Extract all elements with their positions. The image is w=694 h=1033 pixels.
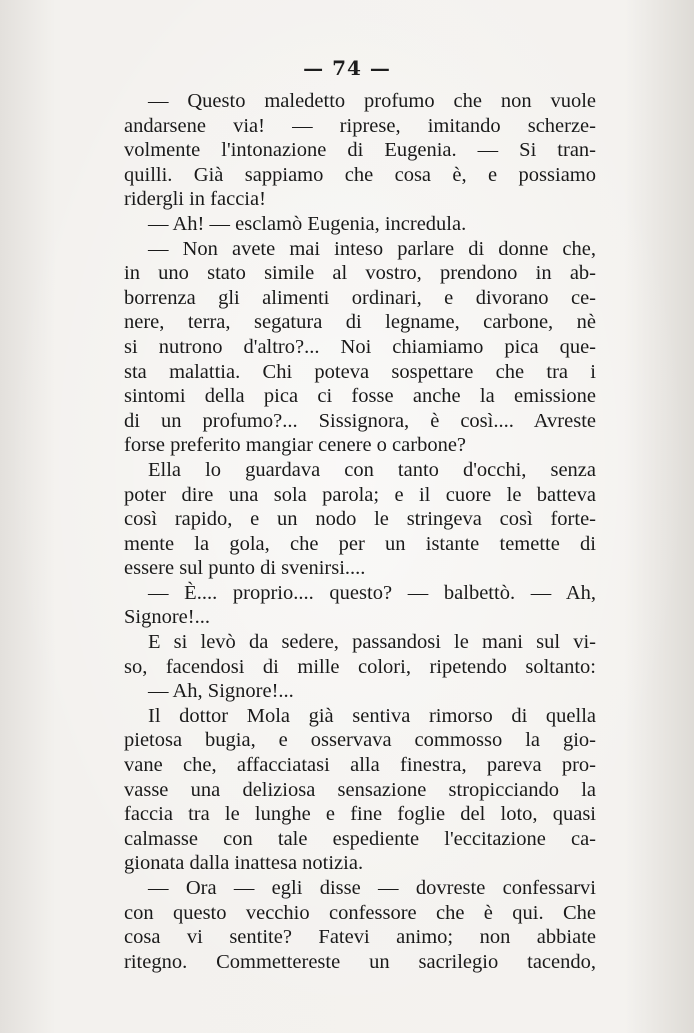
text-line: — Ora — egli disse — dovreste confessarvi [148, 877, 596, 899]
text-line: in uno stato simile al vostro, prendono in ab- [124, 262, 596, 285]
text-line: poter dire una sola parola; e il cuore le batteva [124, 483, 596, 506]
text-line: calmasse con tale espediente l'eccitazione ca- [124, 827, 596, 850]
text-line: ritegno. Commettereste un sacrilegio tacendo, [124, 950, 596, 973]
text-line: — È.... proprio.... questo? — balbettò. — Ah, [148, 581, 596, 604]
text-line: essere sul punto di svenirsi.... [124, 557, 366, 580]
text-line: volmente l'intonazione di Eugenia. — Si tran- [124, 139, 596, 162]
text-line: sintomi della pica ci fosse anche la emissione [124, 385, 596, 408]
text-line: E si levò da sedere, passandosi le mani sul vi- [148, 631, 596, 654]
text-line: — Ah, Signore!... [148, 680, 294, 703]
text-line: cosa vi sentite? Fatevi animo; non abbiate [124, 926, 596, 949]
text-line: di un profumo?... Sissignora, è così.... Avreste [124, 409, 596, 432]
text-line: forse preferito mangiar cenere o carbone? [124, 434, 467, 457]
text-line: borrenza gli alimenti ordinari, e divorano ce- [124, 286, 596, 309]
text-line: — Non avete mai inteso parlare di donne che, [148, 237, 596, 260]
text-line: vasse una deliziosa sensazione stropicciando la [124, 778, 596, 801]
body-text [124, 89, 596, 974]
text-line: pietosa bugia, e osservava commosso la gio- [124, 729, 596, 752]
text-line: così rapido, e un nodo le stringeva così forte- [124, 508, 596, 531]
text-line: — Questo maledetto profumo che non vuole [148, 90, 596, 112]
text-line: si nutrono d'altro?... Noi chiamiamo pica que- [124, 335, 596, 358]
text-line: sta malattia. Chi poteva sospettare che tra i [124, 360, 596, 383]
text-line: faccia tra le lunghe e fine foglie del loto, quasi [124, 803, 596, 826]
text-line: — Ah! — esclamò Eugenia, incredula. [148, 212, 467, 235]
text-line: nere, terra, segatura di legname, carbone, nè [124, 311, 596, 334]
text-line: andarsene via! — riprese, imitando scherze- [124, 114, 596, 137]
text-line: mente la gola, che per un istante temette di [124, 532, 596, 555]
text-line: ridergli in faccia! [124, 188, 266, 211]
text-line: con questo vecchio confessore che è qui. Che [124, 901, 596, 924]
text-line: quilli. Già sappiamo che cosa è, e possiamo [124, 163, 596, 186]
text-line: Signore!... [124, 606, 210, 629]
text-line: gionata dalla inattesa notizia. [124, 852, 364, 875]
text-line: vane che, affacciatasi alla finestra, pareva pro- [124, 754, 596, 777]
text-line: so, facendosi di mille colori, ripetendo soltanto: [124, 655, 596, 678]
text-line: Il dottor Mola già sentiva rimorso di quella [148, 704, 596, 727]
page-number: — 74 — [303, 56, 391, 80]
text-line: Ella lo guardava con tanto d'occhi, senza [148, 458, 596, 481]
